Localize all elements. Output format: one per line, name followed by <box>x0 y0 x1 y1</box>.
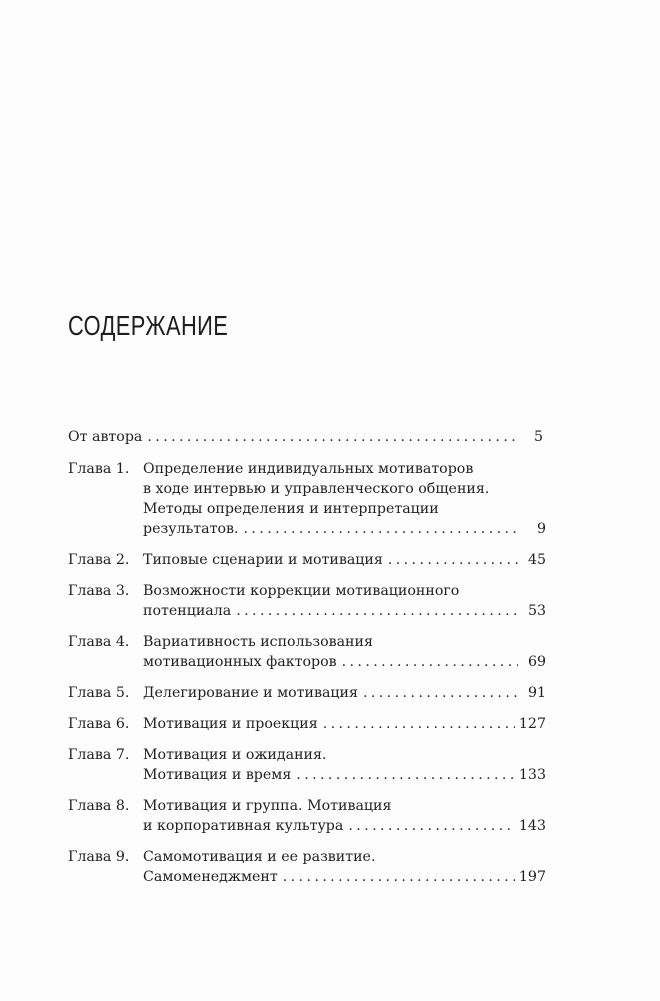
toc-entry-chapter-1 <box>68 459 546 539</box>
chapter-label: Глава 2. <box>68 552 130 568</box>
chapter-label: Глава 8. <box>68 798 130 814</box>
chapter-label: Глава 6. <box>68 716 130 732</box>
toc-entry-last-line <box>143 765 546 785</box>
toc-entry-text <box>143 550 546 570</box>
toc-entry-text <box>143 581 546 621</box>
toc-entry-title: Делегирование и мотивация <box>143 685 358 701</box>
page-number: 133 <box>518 767 546 783</box>
toc-entry-last-line <box>143 816 546 836</box>
toc-entry-last-line <box>143 601 546 621</box>
chapter-label: Глава 9. <box>68 849 130 865</box>
toc-entry-title: мотивационных факторов <box>143 654 337 670</box>
toc-entry-text <box>143 459 546 539</box>
dot-leader <box>296 765 515 785</box>
toc-entry-line: Определение индивидуальных мотиваторов <box>143 461 474 477</box>
toc-entry-text <box>143 714 546 734</box>
toc-entry-chapter-5 <box>68 683 546 703</box>
page-number: 127 <box>518 716 546 732</box>
chapter-label: Глава 7. <box>68 747 130 763</box>
toc-entry-title: потенциала <box>143 603 232 619</box>
toc-entry-chapter-7 <box>68 745 546 785</box>
dot-leader <box>323 714 515 734</box>
toc-entry-last-line <box>143 550 546 570</box>
dot-leader <box>147 427 515 447</box>
toc-entry-last-line <box>68 427 546 447</box>
toc-entry-chapter-4 <box>68 632 546 672</box>
toc-entry-chapter-6 <box>68 714 546 734</box>
toc-entry-chapter-9 <box>68 847 546 887</box>
page-number: 197 <box>518 869 546 885</box>
toc-entry-chapter-2 <box>68 550 546 570</box>
toc-entry-last-line <box>143 519 546 539</box>
toc-title: СОДЕРЖАНИЕ <box>68 310 229 341</box>
toc-entry-line: в ходе интервью и управленческого общения. <box>143 481 490 497</box>
toc-entry-text <box>143 683 546 703</box>
toc-entry-line: Мотивация и группа. Мотивация <box>143 798 392 814</box>
toc-entry-chapter-8 <box>68 796 546 836</box>
dot-leader <box>236 601 518 621</box>
toc-entry-text <box>143 796 546 836</box>
toc-entry-text <box>143 847 546 887</box>
toc-entry-title: и корпоративная культура <box>143 818 344 834</box>
toc-entry-title: Типовые сценарии и мотивация <box>143 552 383 568</box>
toc-entry-title: Самоменеджмент <box>143 869 278 885</box>
chapter-label: Глава 1. <box>68 461 130 477</box>
page-number: 45 <box>527 552 546 568</box>
toc-entry-text <box>68 427 546 447</box>
dot-leader <box>348 816 515 836</box>
page-number: 5 <box>533 429 543 445</box>
chapter-label: Глава 3. <box>68 583 130 599</box>
toc-entry-author-note <box>68 427 546 447</box>
toc-entry-line: Мотивация и ожидания. <box>143 747 327 763</box>
dot-leader <box>363 683 518 703</box>
dot-leader <box>283 867 515 887</box>
toc-entry-line: Методы определения и интерпретации <box>143 501 439 517</box>
chapter-label: Глава 5. <box>68 685 130 701</box>
toc-entry-title: От автора <box>68 429 143 445</box>
dot-leader <box>388 550 518 570</box>
page-number: 69 <box>527 654 546 670</box>
toc-entry-text <box>143 745 546 785</box>
toc-entry-last-line <box>143 714 546 734</box>
toc-entry-chapter-3 <box>68 581 546 621</box>
toc-entry-last-line <box>143 867 546 887</box>
page-number: 143 <box>518 818 546 834</box>
toc-entry-text <box>143 632 546 672</box>
toc-entry-line: Возможности коррекции мотивационного <box>143 583 460 599</box>
table-of-contents <box>68 427 546 898</box>
toc-entry-title: Мотивация и проекция <box>143 716 318 732</box>
page-number: 53 <box>527 603 546 619</box>
page-number: 91 <box>527 685 546 701</box>
toc-entry-line: Вариативность использования <box>143 634 373 650</box>
toc-entry-line: Самомотивация и ее развитие. <box>143 849 376 865</box>
dot-leader <box>342 652 518 672</box>
toc-entry-last-line <box>143 652 546 672</box>
dot-leader <box>244 519 519 539</box>
toc-entry-title: результатов. <box>143 521 239 537</box>
page-number: 9 <box>536 521 546 537</box>
chapter-label: Глава 4. <box>68 634 130 650</box>
toc-entry-title: Мотивация и время <box>143 767 292 783</box>
toc-entry-last-line <box>143 683 546 703</box>
